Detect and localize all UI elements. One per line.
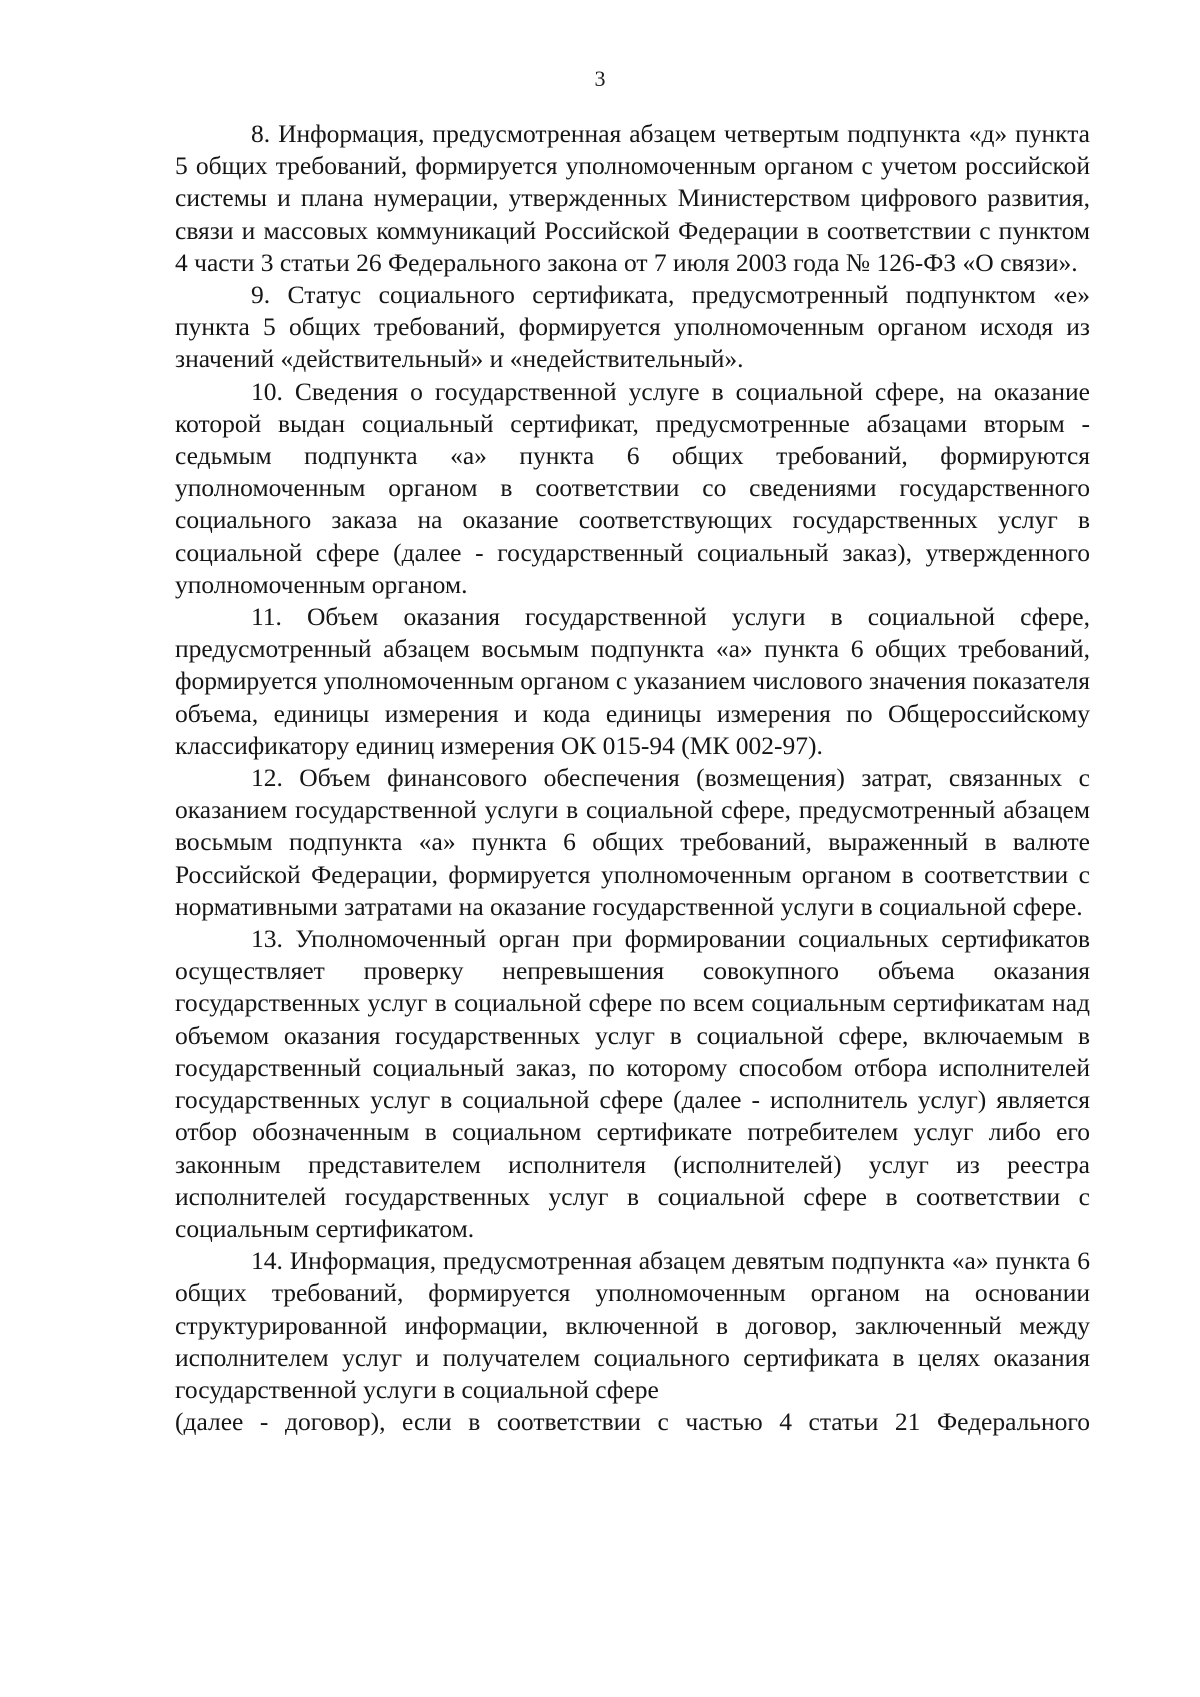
paragraph-11: 11. Объем оказания государственной услуги в социальной сфере, предусмотренный абзацем восьмым подпункта «а» пункта 6 общих требований, формируется уполномоченным органом с указанием числового значения показателя объема, единицы измерения и кода единицы измерения по Общероссийскому классификатору единиц измерения ОК 015-94 (МК 002-97). [175, 602, 1090, 760]
document-body [175, 118, 1090, 1438]
paragraph-9: 9. Статус социального сертификата, предусмотренный подпунктом «е» пункта 5 общих требований, формируется уполномоченным органом исходя из значений «действительный» и «недействительный». [175, 280, 1090, 374]
page-number: 3 [594, 66, 606, 91]
paragraph-14: 14. Информация, предусмотренная абзацем девятым подпункта «а» пункта 6 общих требований, формируется уполномоченным органом на основании структурированной информации, включенной в договор, заключенный между исполнителем услуг и получателем социального сертификата в целях оказания государственной услуги в социальной сфере [175, 1246, 1090, 1404]
paragraph-13: 13. Уполномоченный орган при формировании социальных сертификатов осуществляет проверку непревышения совокупного объема оказания государственных услуг в социальной сфере по всем социальным сертификатам над объемом оказания государственных услуг в социальной сфере, включаемым в государственный социальный заказ, по которому способом отбора исполнителей государственных услуг в социальной сфере (далее - исполнитель услуг) является отбор обозначенным в социальном сертификате потребителем услуг либо его законным представителем исполнителя (исполнителей) услуг из реестра исполнителей государственных услуг в социальной сфере в соответствии с социальным сертификатом. [175, 924, 1090, 1243]
paragraph-10: 10. Сведения о государственной услуге в социальной сфере, на оказание которой выдан социальный сертификат, предусмотренные абзацами вторым - седьмым подпункта «а» пункта 6 общих требований, формируются уполномоченным органом в соответствии со сведениями государственного социального заказа на оказание соответствующих государственных услуг в социальной сфере (далее - государственный социальный заказ), утвержденного уполномоченным органом. [175, 376, 1090, 599]
paragraph-8: 8. Информация, предусмотренная абзацем четвертым подпункта «д» пункта 5 общих требований, формируется уполномоченным органом с учетом российской системы и плана нумерации, утвержденных Министерством цифрового развития, связи и массовых коммуникаций Российской Федерации в соответствии с пунктом 4 части 3 статьи 26 Федерального закона от 7 июля 2003 года № 126-ФЗ «О связи». [175, 119, 1090, 277]
paragraph-14-continued-line: (далее - договор), если в соответствии с частью 4 статьи 21 Федерального [175, 1407, 1090, 1437]
paragraph-12: 12. Объем финансового обеспечения (возмещения) затрат, связанных с оказанием государственной услуги в социальной сфере, предусмотренный абзацем восьмым подпункта «а» пункта 6 общих требований, выраженный в валюте Российской Федерации, формируется уполномоченным органом в соответствии с нормативными затратами на оказание государственной услуги в социальной сфере. [175, 763, 1090, 921]
